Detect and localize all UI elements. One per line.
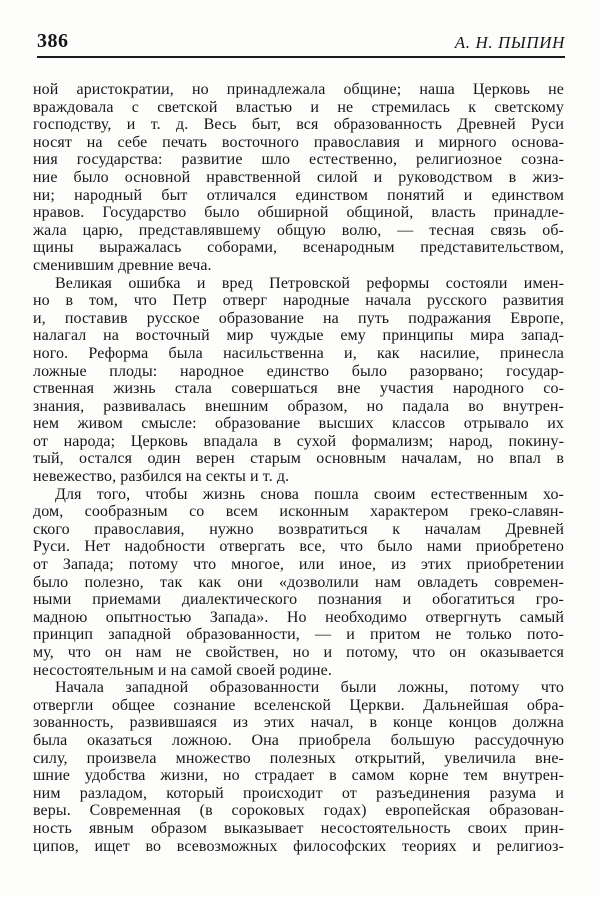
text-line: ние было основной нравственной силой и руководством в жиз-: [33, 168, 564, 186]
text-line: зованность, развившаяся из этих начал, в конце концов должна: [33, 714, 564, 732]
text-line: отвергли общее сознание вселенской Церкви. Дальнейшая обра-: [33, 696, 564, 714]
text-line: Для того, чтобы жизнь снова пошла своим естественным хо-: [55, 485, 564, 503]
text-line: была оказаться ложною. Она приобрела большую рассудочную: [33, 731, 564, 749]
text-line: ной аристократии, но принадлежала общине; наша Церковь не: [33, 81, 564, 98]
paragraph: [33, 275, 564, 486]
text-line: му, что он нам не свойствен, но и потому, что он оказывается: [33, 644, 564, 661]
text-line: нем живом смысле: образование высших классов отрывало их: [33, 415, 564, 433]
text-line: ность явным образом выказывает несостоятельность своих прин-: [33, 819, 564, 837]
text-line: но в том, что Петр отверг народные начала русского развития: [33, 292, 564, 310]
text-line: нравов. Государство было обширной общиной, власть принадле-: [33, 204, 564, 222]
text-line: тый, остался один верен старым основным началам, но впал в: [33, 450, 564, 468]
text-line: жала царю, представлявшему общую волю, — тесная связь об-: [33, 221, 564, 239]
text-line: враждовала с светской властью и не стремилась к светскому: [33, 98, 564, 116]
text-line: принцип западной образованности, — и притом не только пото-: [33, 626, 564, 644]
page-number: 386: [37, 30, 69, 52]
text-line: от народа; Церковь впадала в сухой формализм; народ, покину-: [33, 432, 564, 450]
text-line: ним разладом, который происходит от разъединения разума и: [33, 784, 564, 802]
text-line: было полезно, так как они «дозволили нам овладеть современ-: [33, 573, 564, 591]
text-line: налагал на восточный мир чуждые ему принципы мира запад-: [33, 327, 564, 345]
text-line: ложные плоды: народное единство было разорвано; государ-: [33, 362, 564, 380]
text-line: веры. Современная (в сороковых годах) европейская образован-: [33, 802, 564, 820]
text-line: господству, и т. д. Весь быт, вся образованность Древней Руси: [33, 116, 564, 134]
page-header: [37, 30, 565, 58]
text-line: ственная жизнь стала совершаться вне участия народного со-: [33, 380, 564, 398]
text-line: от Запада; потому что многое, или иное, из этих приобретении: [33, 556, 564, 574]
text-line: и, поставив русское образование на путь подражания Европе,: [33, 309, 564, 327]
paragraph: [33, 679, 564, 855]
text-line: ния государства: развитие шло естественно, религиозное созна-: [33, 151, 564, 169]
text-line: ни; народный быт отличался единством понятий и единством: [33, 186, 564, 204]
paragraph: [33, 486, 564, 680]
text-line: несостоятельным и на самой своей родине.: [33, 661, 332, 679]
text-line: ного. Реформа была насильственна и, как насилие, принесла: [33, 344, 564, 362]
text-line: носят на себе печать восточного православия и мирного основа-: [33, 133, 564, 151]
text-line: шние удобства жизни, но страдает в самом корне тем внутрен-: [33, 767, 564, 785]
text-line: силу, произвела множество полезных открытий, увеличила вне-: [33, 749, 564, 767]
text-line: щины выражалась соборами, всенародным представительством,: [33, 239, 564, 257]
text-line: Начала западной образованности были ложны, потому что: [55, 679, 564, 697]
text-line: сменившим древние веча.: [33, 256, 212, 274]
text-line: ными приемами диалектического познания и обогатиться гро-: [33, 591, 564, 609]
text-line: ципов, ищет во всевозможных философских теориях и религиоз-: [33, 837, 564, 855]
text-line: дом, сообразным со всем исконным характером греко-славян-: [33, 503, 564, 521]
text-line: невежество, разбился на секты и т. д.: [33, 468, 290, 486]
text-line: знания, развивалась внешним образом, но падала во внутрен-: [33, 397, 564, 415]
paragraph: [33, 81, 564, 275]
text-line: ского православия, нужно возвратиться к началам Древней: [33, 520, 564, 538]
text-line: мадною опытностью Запада». Но необходимо отвергнуть самый: [33, 608, 564, 626]
text-line: Великая ошибка и вред Петровской реформы состояли имен-: [55, 274, 564, 292]
page-body: [33, 81, 564, 855]
running-head-author: А. Н. ПЫПИН: [454, 33, 565, 52]
text-line: Руси. Нет надобности отвергать все, что было нами приобретено: [33, 538, 564, 556]
